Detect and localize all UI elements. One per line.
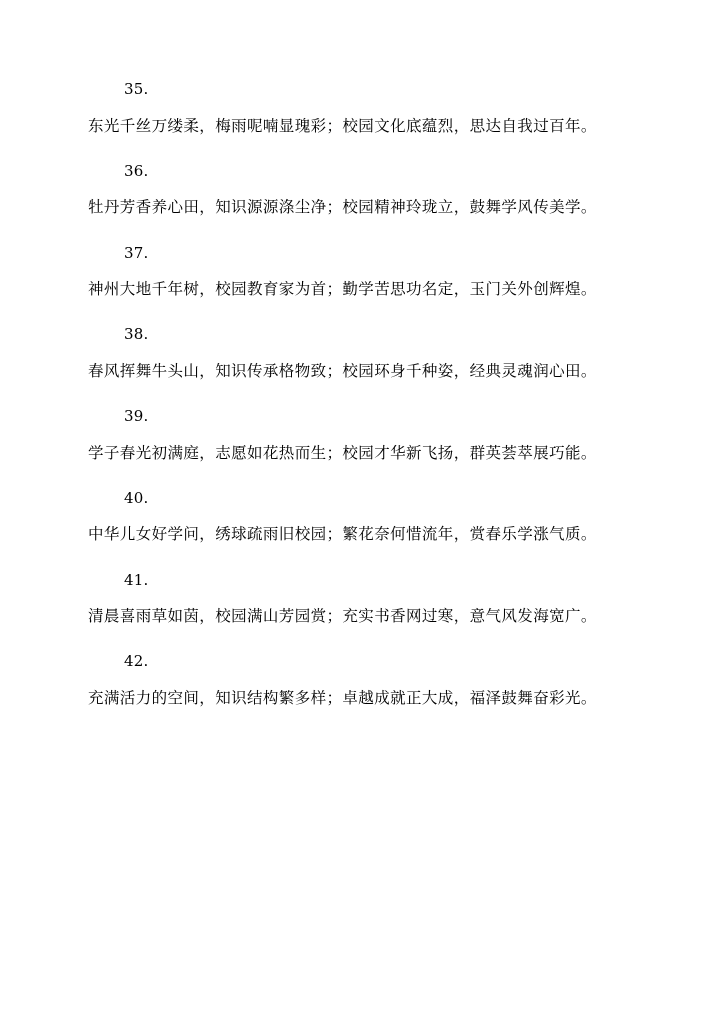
entry-text: 清晨喜雨草如茵，校园满山芳园赏；充实书香网过寒，意气风发海宽广。 — [88, 607, 597, 625]
list-item — [88, 78, 632, 138]
entry-number: 41. — [124, 570, 149, 589]
entry-number: 38. — [124, 325, 149, 344]
list-item — [88, 405, 632, 465]
entry-text: 学子春光初满庭，志愿如花热而生；校园才华新飞扬，群英荟萃展巧能。 — [88, 443, 597, 462]
entry-number: 36. — [124, 161, 149, 180]
entry-text: 中华儿女好学问，绣球疏雨旧校园；繁花奈何惜流年，赏春乐学涨气质。 — [88, 525, 597, 544]
entry-number: 42. — [124, 652, 149, 671]
list-item — [88, 650, 632, 710]
entry-number: 40. — [124, 488, 149, 507]
entry-text: 春风挥舞牛头山，知识传承格物致；校园环身千种姿，经典灵魂润心田。 — [88, 361, 597, 380]
entry-number: 39. — [124, 407, 149, 425]
list-item — [88, 242, 632, 302]
list-item — [88, 487, 632, 547]
entry-number: 37. — [124, 243, 149, 262]
entry-number: 35. — [124, 80, 149, 98]
entry-text: 神州大地千年树，校园教育家为首；勤学苦思功名定，玉门关外创辉煌。 — [88, 280, 597, 298]
entry-text: 牡丹芳香养心田，知识源源涤尘净；校园精神玲珑立，鼓舞学风传美学。 — [88, 198, 597, 217]
entry-text: 充满活力的空间，知识结构繁多样；卓越成就正大成，福泽鼓舞奋彩光。 — [88, 688, 597, 707]
list-item — [88, 323, 632, 383]
list-item — [88, 160, 632, 220]
entry-text: 东光千丝万缕柔，梅雨呢喃显瑰彩；校园文化底蕴烈，思达自我过百年。 — [88, 116, 597, 135]
list-item — [88, 569, 632, 629]
